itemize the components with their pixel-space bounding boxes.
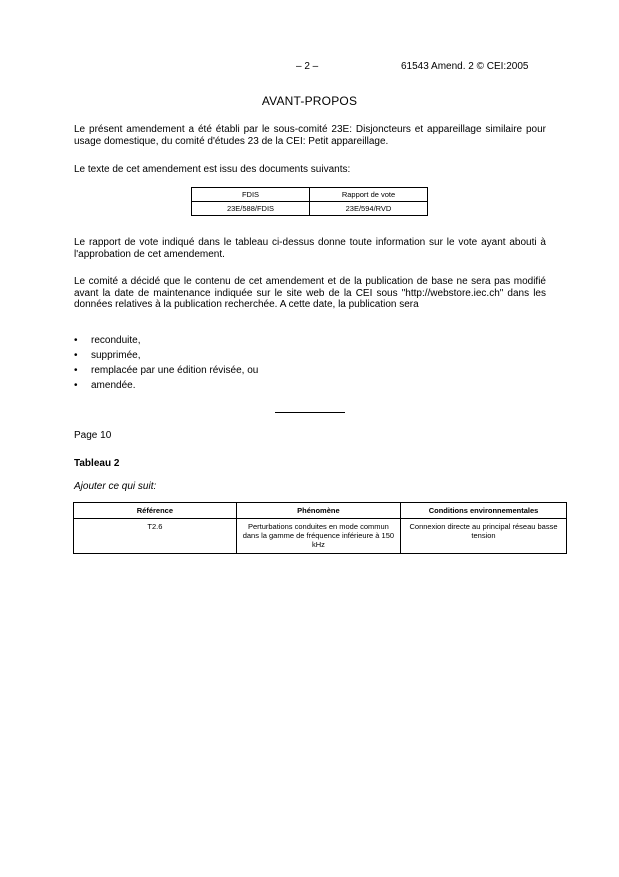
list-item-text: amendée.: [91, 380, 136, 391]
vote-table-row: [192, 202, 428, 216]
table-row: [74, 519, 567, 554]
table-header-row: [74, 503, 567, 519]
page-number: – 2 –: [296, 61, 319, 72]
section-divider: [275, 412, 345, 413]
bullet-symbol: •: [74, 350, 78, 361]
list-item-text: remplacée par une édition révisée, ou: [91, 365, 259, 376]
paragraph-vote-report: Le rapport de vote indiqué dans le tableau ci-dessus donne toute information sur le vote ayant abouti à l'approbation de cet amendement.: [74, 237, 546, 260]
list-item-text: reconduite,: [91, 335, 141, 346]
bullet-symbol: •: [74, 335, 78, 346]
header-phenomene: Phénomène: [236, 503, 400, 519]
cell-reference: T2.6: [74, 519, 237, 554]
table-title: Tableau 2: [74, 458, 120, 469]
paragraph-maintenance: Le comité a décidé que le contenu de cet amendement et de la publication de base ne sera pas modifié avant la date de maintenance indiquée sur le site web de la CEI sous "http://webstore.iec.ch" dans les données relatives à la publication recherchée. A cette date, la publication sera: [74, 276, 546, 310]
vote-table-header-rapport: Rapport de vote: [310, 188, 428, 202]
header-reference: Référence: [74, 503, 237, 519]
list-item: [74, 378, 258, 393]
list-item: [74, 348, 258, 363]
vote-table-header-fdis: FDIS: [192, 188, 310, 202]
bullet-symbol: •: [74, 365, 78, 376]
list-item-text: supprimée,: [91, 350, 141, 361]
paragraph-documents: Le texte de cet amendement est issu des documents suivants:: [74, 164, 351, 175]
vote-documents-table: [191, 187, 428, 216]
publication-options-list: [74, 333, 258, 393]
section-title: AVANT-PROPOS: [261, 94, 358, 108]
bullet-symbol: •: [74, 380, 78, 391]
document-reference: 61543 Amend. 2 © CEI:2005: [401, 61, 529, 72]
cell-conditions: Connexion directe au principal réseau basse tension: [401, 519, 567, 554]
vote-table-header-row: [192, 188, 428, 202]
vote-table-cell-fdis: 23E/588/FDIS: [192, 202, 310, 216]
header-conditions: Conditions environnementales: [401, 503, 567, 519]
list-item: [74, 333, 258, 348]
list-item: [74, 363, 258, 378]
instruction-text: Ajouter ce qui suit:: [74, 481, 157, 492]
paragraph-origin: Le présent amendement a été établi par le sous-comité 23E: Disjoncteurs et appareillage similaire pour usage domestique, du comité d'études 23 de la CEI: Petit appareillage.: [74, 124, 546, 147]
cell-phenomene: Perturbations conduites en mode commun dans la gamme de fréquence inférieure à 150 kHz: [236, 519, 400, 554]
page-reference: Page 10: [74, 430, 112, 441]
tableau-2: [73, 502, 567, 554]
vote-table-cell-rvd: 23E/594/RVD: [310, 202, 428, 216]
